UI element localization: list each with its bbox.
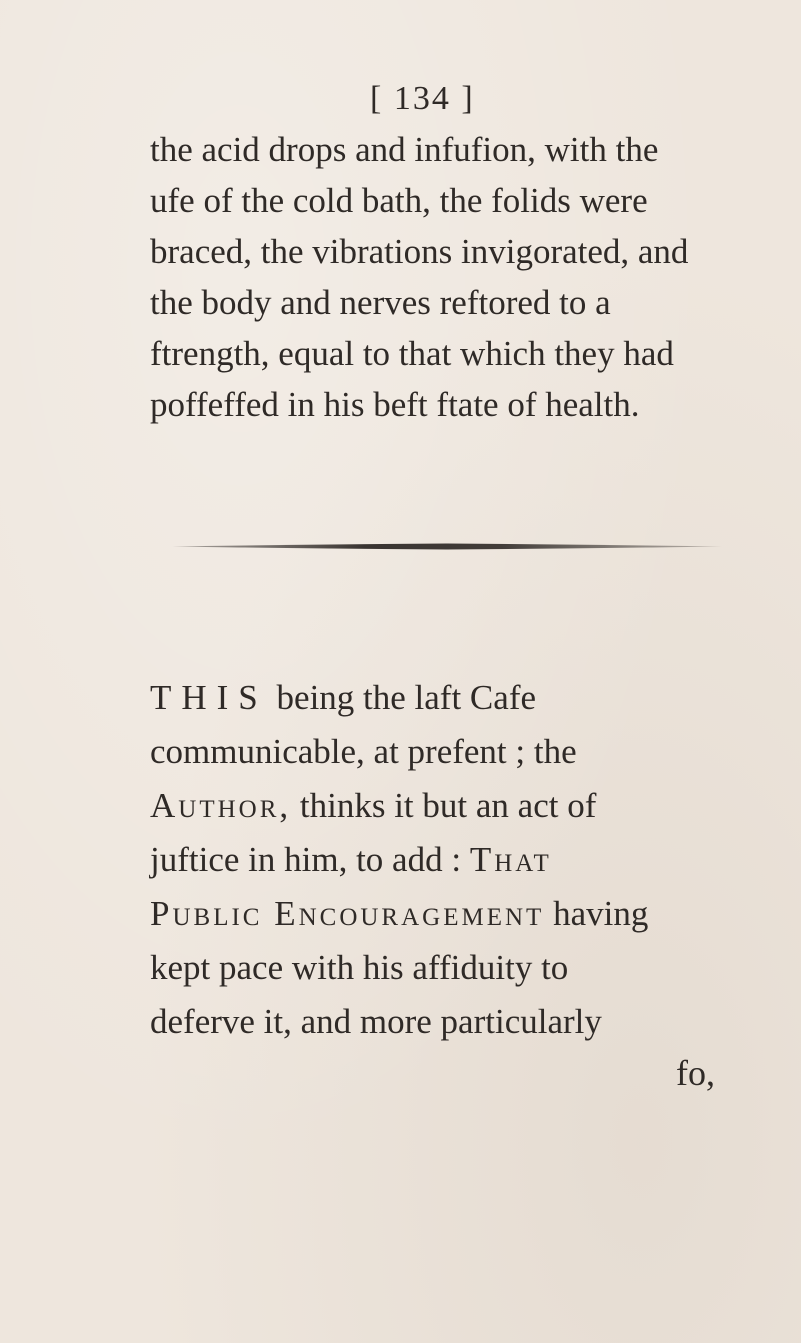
text-line: ftrength, equal to that which they had (150, 334, 674, 373)
page-number: [ 134 ] (370, 80, 475, 117)
text-line: communicable, at prefent ; the (150, 732, 577, 771)
small-caps-word: That (469, 840, 552, 879)
text-line: the body and nerves reftored to a (150, 283, 611, 322)
line-text: being the laft Cafe (267, 678, 537, 717)
text-line: deferve it, and more particularly (150, 1002, 602, 1041)
line-text: thinks it but an act of (291, 786, 597, 825)
lead-word: THIS (150, 678, 268, 717)
text-line: kept pace with his affiduity to (150, 948, 569, 987)
ornamental-rule (172, 543, 722, 550)
text-line (150, 894, 648, 934)
small-caps-phrase: Public Encouragement (150, 894, 545, 933)
line-text: juftice in him, to add : (150, 840, 470, 879)
catchword: fo, (676, 1053, 715, 1093)
text-line (150, 786, 596, 826)
text-line: braced, the vibrations invigorated, and (150, 232, 689, 271)
small-caps-word: Author, (150, 786, 292, 825)
line-text: having (544, 894, 649, 933)
text-line: ufe of the cold bath, the folids were (150, 181, 648, 220)
text-line (150, 678, 536, 718)
text-line: the acid drops and infufion, with the (150, 130, 659, 169)
text-line: poffeffed in his beft ftate of health. (150, 385, 640, 424)
text-line (150, 840, 552, 880)
